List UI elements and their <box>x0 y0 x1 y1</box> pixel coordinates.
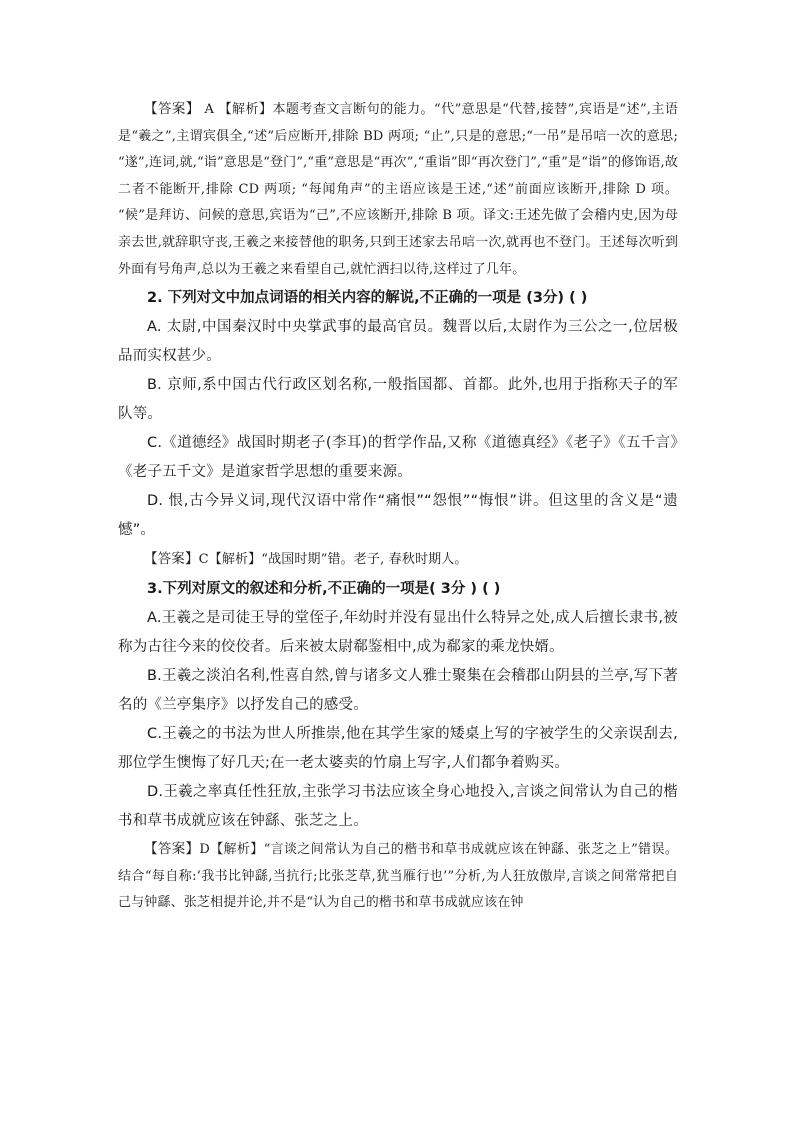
answer-text: D【解析】“言谈之间常认为自己的楷书和草书成就应该在钟繇、张芝之上”错误。结合“每自称:‘我书比钟繇,当抗行;比张芝草,犹当雁行也’”分析,为人狂放傲岸,言谈之间常常把自己与钟繇、张芝相提并论,并不是“认为自己的楷书和草书成就应该在钟 <box>118 842 678 911</box>
question-3-option-b: B.王羲之淡泊名利,性喜自然,曾与诸多文人雅士聚集在会稽郡山阴县的兰亭,写下著名的《兰亭集序》以抒发自己的感受。 <box>118 668 678 714</box>
question-2-option-b: B. 京师,系中国古代行政区划名称,一般指国都、首都。此外,也用于指称天子的军队等。 <box>118 377 678 423</box>
question-2-title: 2. 下列对文中加点词语的相关内容的解说,不正确的一项是 (3分) ( ) <box>147 290 588 307</box>
document-page <box>118 96 678 917</box>
answer-text: A 【解析】本题考查文言断句的能力。“代”意思是“代替,接替”,宾语是“述”,主语是“羲之”,主谓宾俱全,“述”后应断开,排除 BD 两项; “止”,只是的意思;“一吊”是吊唁一次的意思; “遂”,连词,就,“诣”意思是“登门”,“重”意思是“再次”,“重诣”即“再次登门”,“重”是“诣”的修饰语,故二者不能断开,排除 CD 两项; “每闻角声”的主语应该是王述,“述”前面应该断开,排除 D 项。 “候”是拜访、问候的意思,宾语为“己”,不应该断开,排除 B 项。译文:王述先做了会稽内史,因为母亲去世,就辞职守丧,王羲之来接替他的职务,只到王述家去吊唁一次,就再也不登门。王述每次听到外面有号角声,总以为王羲之来看望自己,就忙洒扫以待,这样过了几年。 <box>118 102 678 277</box>
answer-explanation-1 <box>118 96 678 283</box>
question-2-option-c: C.《道德经》战国时期老子(李耳)的哲学作品,又称《道德真经》《老子》《五千言》《老子五千文》是道家哲学思想的重要来源。 <box>118 435 678 481</box>
question-3-option-c: C.王羲之的书法为世人所推崇,他在其学生家的矮桌上写的字被学生的父亲误刮去,那位学生懊悔了好几天;在一老太婆卖的竹扇上写字,人们都争着购买。 <box>118 726 678 772</box>
question-3-option-a: A.王羲之是司徒王导的堂侄子,年幼时并没有显出什么特异之处,成人后擅长隶书,被称为古往今来的佼佼者。后来被太尉郗鉴相中,成为郗家的乘龙快婿。 <box>118 610 678 656</box>
answer-text: C【解析】“战国时期”错。老子, 春秋时期人。 <box>198 552 468 568</box>
answer-label: 【答案】 <box>144 101 200 117</box>
question-3-title: 3.下列对原文的叙述和分析,不正确的一项是( 3分 ) ( ) <box>147 581 501 598</box>
answer-explanation-3 <box>118 836 678 917</box>
answer-label: 【答案】 <box>144 841 200 858</box>
question-3-option-d: D.王羲之率真任性狂放,主张学习书法应该全身心地投入,言谈之间常认为自己的楷书和草书成就应该在钟繇、张芝之上。 <box>118 784 678 830</box>
question-2-option-a: A. 太尉,中国秦汉时中央掌武事的最高官员。魏晋以后,太尉作为三公之一,位居极品而实权甚少。 <box>118 319 678 365</box>
question-2-option-d: D. 恨,古今异义词,现代汉语中常作“痛恨”“怨恨”“悔恨”讲。但这里的含义是“遗憾”。 <box>118 493 678 539</box>
answer-explanation-2 <box>118 545 678 574</box>
answer-label: 【答案】 <box>144 551 199 568</box>
